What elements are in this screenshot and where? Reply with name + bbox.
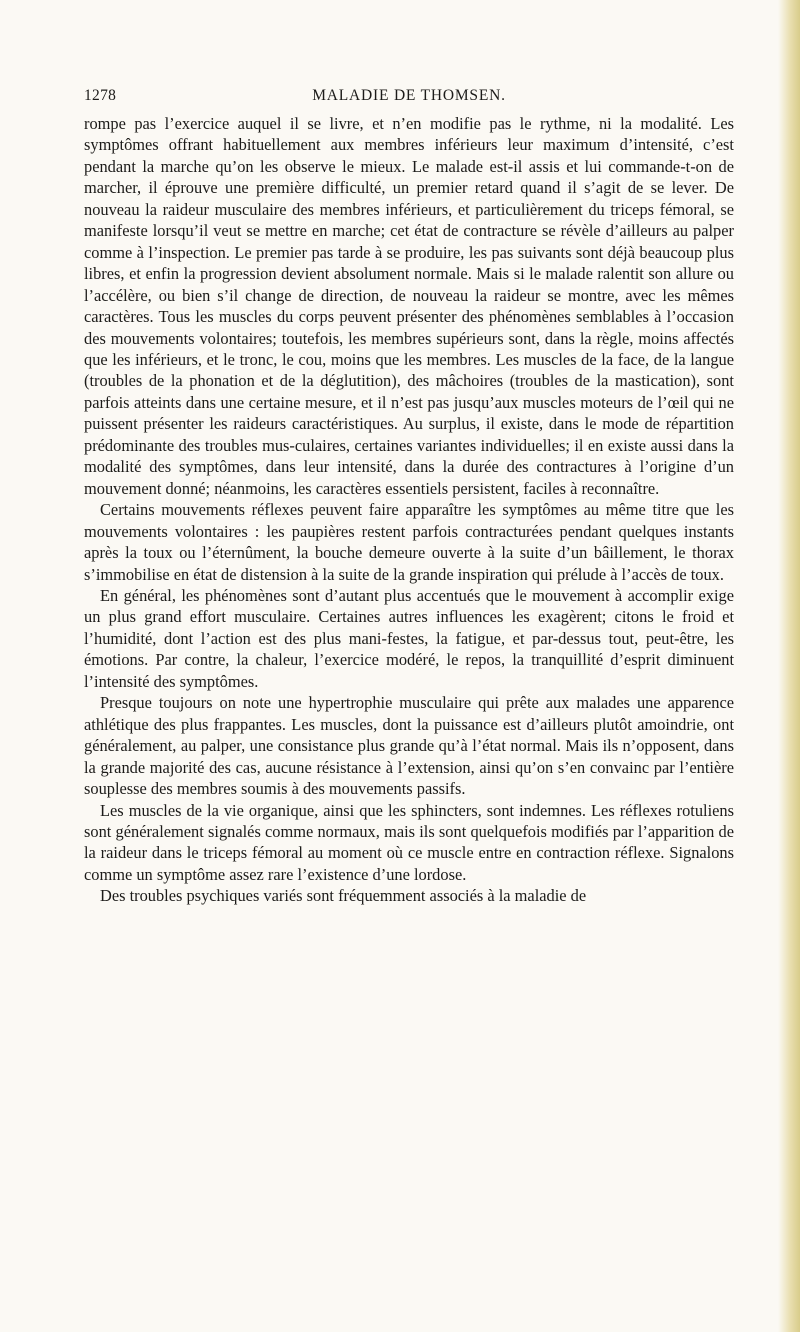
running-title: MALADIE DE THOMSEN.	[312, 87, 506, 104]
paragraph-1: rompe pas l’exercice auquel il se livre, et n’en modifie pas le rythme, ni la modalité. Les symptômes offrant habituellement aux membres inférieurs leur maximum d’intensité, c’est pendant la marche qu’on les observe le mieux. Le malade est-il assis et lui commande-t-on de marcher, il éprouve une première difficulté, un premier retard quand il s’agit de se lever. De nouveau la raideur musculaire des membres inférieurs, et particulièrement du triceps fémoral, se manifeste lorsqu’il veut se mettre en marche; cet état de contracture se révèle d’ailleurs au palper comme à l’inspection. Le premier pas tarde à se produire, les pas suivants sont déjà beaucoup plus libres, et enfin la progression devient absolument normale. Mais si le malade ralentit son allure ou l’accélère, ou bien s’il change de direction, de nouveau la raideur se montre, avec les mêmes caractères. Tous les muscles du corps peuvent présenter des phénomènes semblables à l’occasion des mouvements volontaires; toutefois, les membres supérieurs sont, dans la règle, moins affectés que les inférieurs, et le tronc, le cou, moins que les membres. Les muscles de la face, de la langue (troubles de la phonation et de la déglutition), des mâchoires (troubles de la mastication), sont parfois atteints dans une certaine mesure, et il n’est pas jusqu’aux muscles moteurs de l’œil qui ne puissent présenter les raideurs caractéristiques. Au surplus, il existe, dans le mode de répartition prédominante des troubles mus-culaires, certaines variantes individuelles; il en existe aussi dans la modalité des symptômes, dans leur intensité, dans la durée des contractures à l’origine d’un mouvement donné; néanmoins, les caractères essentiels persistent, faciles à reconnaître.	[84, 114, 734, 498]
paragraph-5: Les muscles de la vie organique, ainsi que les sphincters, sont indemnes. Les réflexes rotuliens sont généralement signalés comme normaux, mais ils sont quelquefois modifiés par l’apparition de la raideur dans le triceps fémoral au moment où ce muscle entre en contraction réflexe. Signalons comme un symptôme assez rare l’existence d’une lordose.	[84, 800, 734, 884]
page-header	[84, 87, 734, 109]
page-edge-shadow	[778, 0, 800, 1332]
page-number: 1278	[84, 87, 117, 104]
paragraph-6: Des troubles psychiques variés sont fréquemment associés à la maladie de	[100, 886, 587, 906]
paragraph-4: Presque toujours on note une hypertrophie musculaire qui prête aux malades une apparence athlétique des plus frappantes. Les muscles, dont la puissance est d’ailleurs plutôt amoindrie, ont généralement, au palper, une consistance plus grande qu’à l’état normal. Mais ils n’opposent, dans la grande majorité des cas, aucune résistance à l’extension, ainsi qu’on s’en convainc par l’entière souplesse des membres soumis à des mouvements passifs.	[84, 693, 734, 799]
body-text	[84, 113, 734, 907]
paragraph-2: Certains mouvements réflexes peuvent faire apparaître les symptômes au même titre que les mouvements volontaires : les paupières restent parfois contracturées pendant quelques instants après la toux ou l’éternûment, la bouche demeure ouverte à la suite d’un bâillement, le thorax s’immobilise en état de distension à la suite de la grande inspiration qui prélude à l’accès de toux.	[84, 500, 734, 584]
paragraph-3: En général, les phénomènes sont d’autant plus accentués que le mouvement à accomplir exige un plus grand effort musculaire. Certaines autres influences les exagèrent; citons le froid et l’humidité, dont l’action est des plus mani-festes, la fatigue, et par-dessus tout, peut-être, les émotions. Par contre, la chaleur, l’exercice modéré, le repos, la tranquillité d’esprit diminuent l’intensité des symptômes.	[84, 585, 734, 691]
